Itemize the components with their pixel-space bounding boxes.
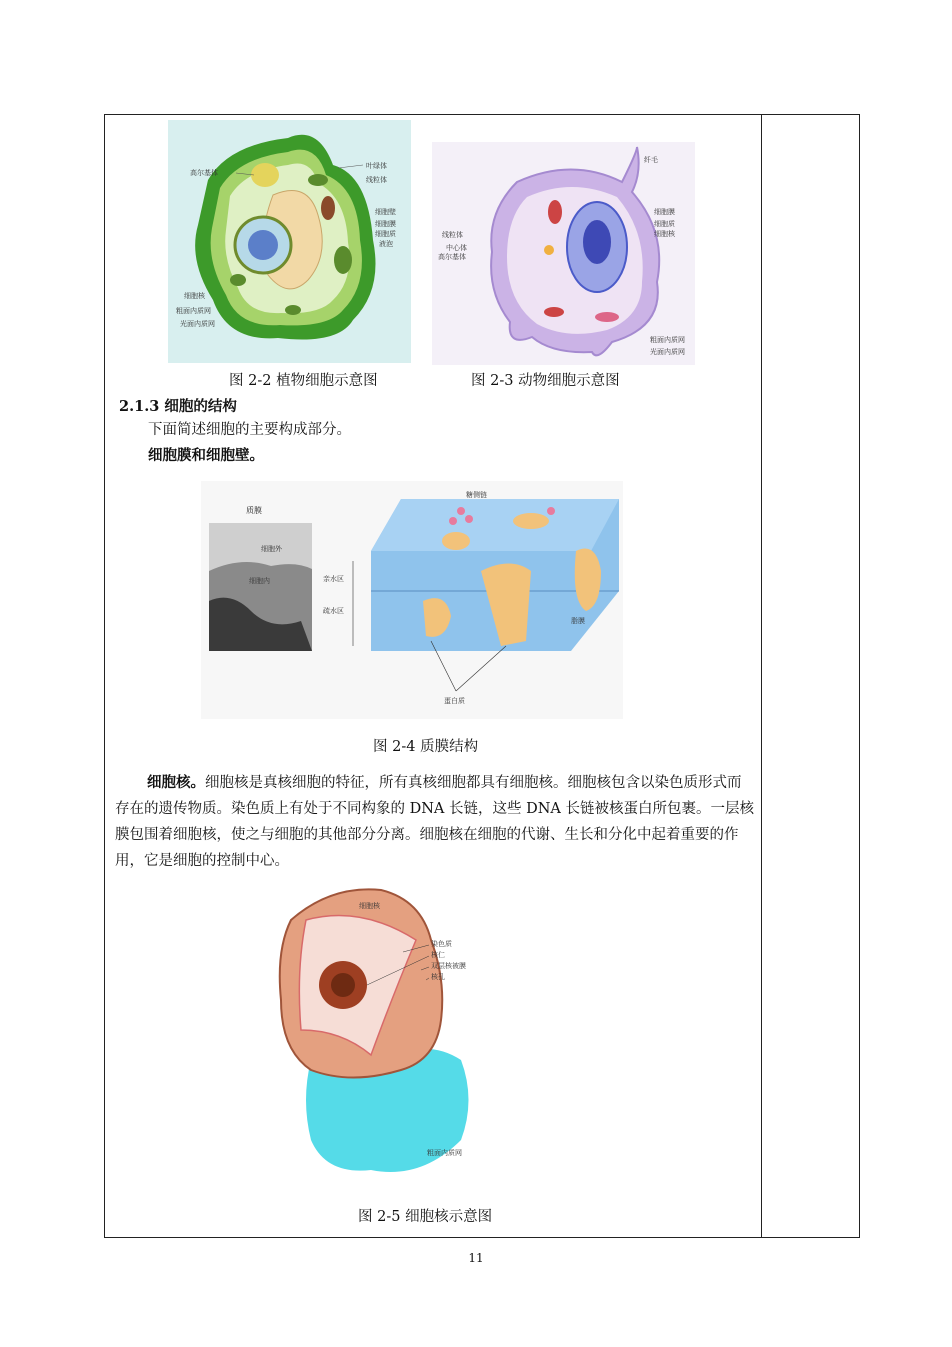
label-vacuole: 液泡: [379, 240, 393, 248]
label-outside: 细胞外: [261, 545, 282, 553]
membrane-figure: [201, 481, 623, 719]
page-number: 11: [468, 1251, 484, 1265]
label-protein: 蛋白质: [444, 697, 465, 705]
label-cilia: 纤毛: [644, 156, 658, 164]
nucleus-body: 细胞核是真核细胞的特征，所有真核细胞都具有细胞核。细胞核包含以染色质形式而存在的遗传物质。染色质上有处于不同构象的 DNA 长链，这些 DNA 长链被核蛋白所包裹。一层核膜包围着细胞核，使之与细胞的其他部分分离。细胞核在细胞的代谢、生长和分化中起着重要的作用，它是细胞的控制中心。: [115, 775, 755, 869]
label-golgi: 高尔基体: [190, 169, 218, 177]
label-rough-er: 粗面内质网: [427, 1149, 462, 1157]
nucleus-paragraph: [115, 770, 755, 874]
subheading-membrane: 细胞膜和细胞壁。: [148, 447, 264, 464]
label-cell-wall: 细胞壁: [375, 208, 396, 216]
page-table: [104, 114, 860, 1238]
label-rough-er: 粗面内质网: [650, 336, 685, 344]
label-chromatin: 染色质: [431, 940, 452, 948]
label-cell-membrane: 细胞膜: [654, 208, 675, 216]
label-smooth-er: 光面内质网: [650, 348, 685, 356]
label-mitochondria: 线粒体: [442, 231, 463, 239]
label-nucleus: 细胞核: [654, 230, 675, 238]
label-smooth-er: 光面内质网: [180, 320, 215, 328]
label-mitochondria: 线粒体: [366, 176, 387, 184]
label-lipid: 脂膜: [571, 617, 585, 625]
label-pore: 核孔: [431, 973, 445, 981]
nucleus-figure: [271, 880, 483, 1190]
caption-fig2-2: 图 2-2 植物细胞示意图: [229, 373, 378, 389]
label-hydrophobic: 疏水区: [323, 607, 344, 615]
caption-fig2-5: 图 2-5 细胞核示意图: [358, 1209, 493, 1225]
section-heading: 2.1.3 细胞的结构: [119, 398, 237, 415]
nucleus-lead: 细胞核。: [147, 774, 205, 791]
label-plasma-membrane: 质膜: [246, 506, 262, 515]
label-chloroplast: 叶绿体: [366, 162, 387, 170]
plant-cell-figure: [168, 120, 411, 363]
animal-cell-figure: [432, 142, 695, 365]
label-rough-er: 粗面内质网: [176, 307, 211, 315]
label-nucleolus: 核仁: [431, 951, 445, 959]
label-inside: 细胞内: [249, 577, 270, 585]
label-centrosome: 中心体: [446, 244, 467, 252]
label-envelope: 双层核被膜: [431, 962, 466, 970]
label-hydrophilic: 亲水区: [323, 575, 344, 583]
section-intro: 下面简述细胞的主要构成部分。: [148, 422, 351, 438]
label-cytoplasm: 细胞质: [654, 220, 675, 228]
caption-fig2-4: 图 2-4 质膜结构: [373, 739, 479, 755]
label-cytoplasm: 细胞质: [375, 230, 396, 238]
label-nucleus: 细胞核: [359, 902, 380, 910]
caption-fig2-3: 图 2-3 动物细胞示意图: [471, 373, 620, 389]
label-golgi: 高尔基体: [438, 253, 466, 261]
label-nucleus: 细胞核: [184, 292, 205, 300]
label-cell-membrane: 细胞膜: [375, 220, 396, 228]
label-glycan: 糖侧链: [466, 491, 487, 499]
side-column: [761, 115, 762, 1237]
